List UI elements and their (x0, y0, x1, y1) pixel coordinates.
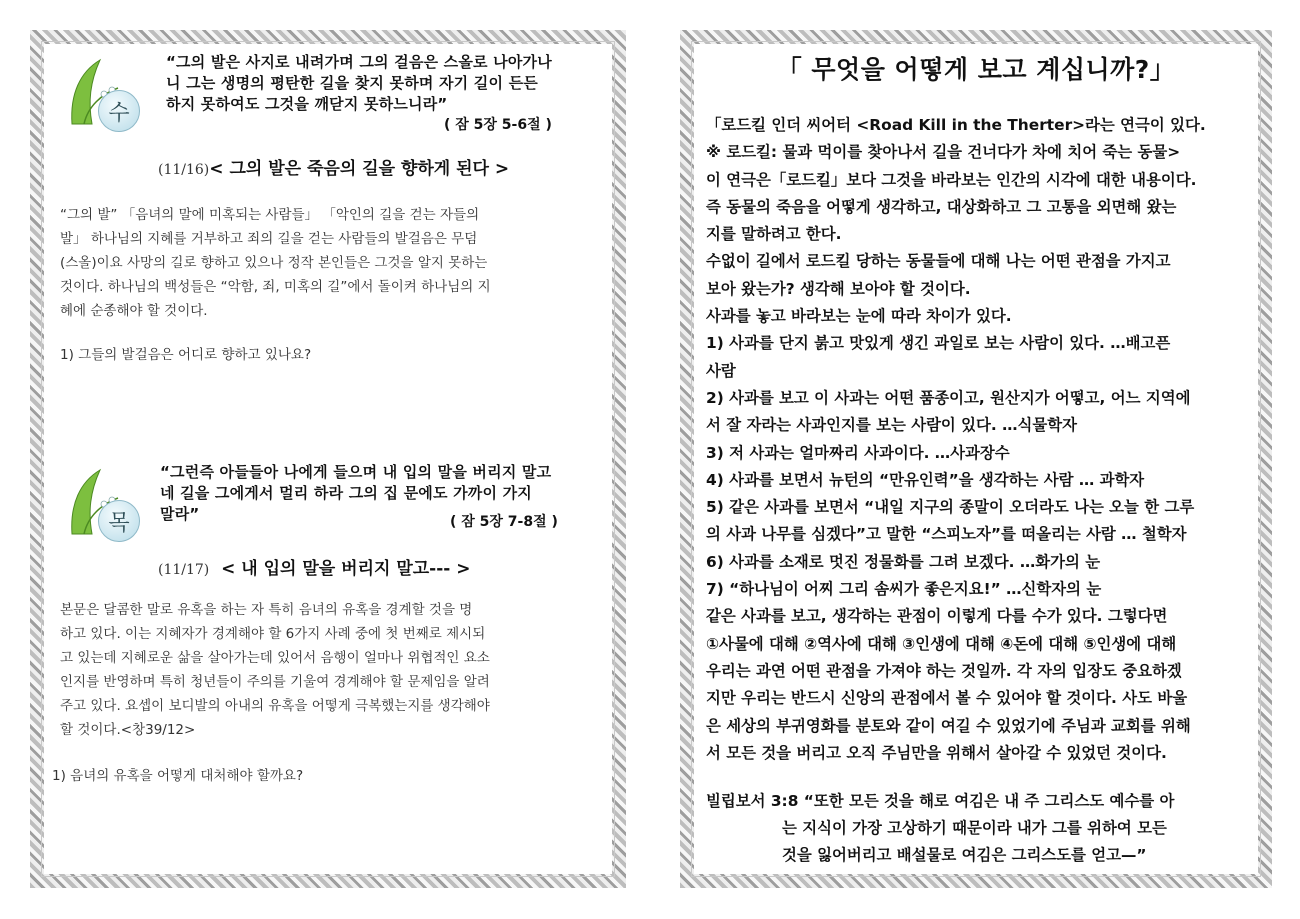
verse-line: 것을 잃어버리고 배설물로 여김은 그리스도를 얻고—” (782, 846, 1147, 864)
body-line: 지를 말하려고 한다. (706, 225, 842, 244)
body-line: 수없이 길에서 로드킬 당하는 동물들에 대해 나는 어떤 관점을 가지고 (706, 252, 1171, 271)
verse-reference: ( 잠 5장 7-8절 ) (450, 514, 558, 530)
body-line: 보아 왔는가? 생각해 보아야 할 것이다. (706, 279, 971, 298)
body-line: 3) 저 사과는 얼마짜리 사과이다. …사과장수 (706, 443, 1010, 462)
question: 1) 음녀의 유혹을 어떻게 대처해야 할까요? (52, 768, 304, 784)
body-line: 서 모든 것을 버리고 오직 주님만을 위해서 살아갈 수 있었던 것이다. (706, 743, 1167, 762)
body-line: 이 연극은「로드킬」보다 그것을 바라보는 인간의 시각에 대한 내용이다. (706, 170, 1197, 189)
lily-flower-icon (62, 54, 142, 134)
body-line: 발」 하나님의 지혜를 거부하고 죄의 길을 걷는 사람들의 발걸음은 무덤 (60, 231, 478, 247)
verse-line: 네 길을 그에게서 멀리 하라 그의 집 문에도 가까이 가지 (160, 484, 532, 502)
body-line: 고 있는데 지혜로운 삶을 살아가는데 있어서 음행이 얼마나 위협적인 요소 (60, 650, 490, 666)
body-line: 5) 같은 사과를 보면서 “내일 지구의 종말이 오더라도 나는 오늘 한 그루 (706, 498, 1195, 517)
day-badge: 수 (98, 90, 140, 132)
left-page (30, 30, 626, 888)
body-line: 1) 사과를 단지 붉고 맛있게 생긴 과일로 보는 사람이 있다. …배고픈 (706, 334, 1171, 353)
verse-line: 하지 못하여도 그것을 깨닫지 못하느니라” (166, 95, 448, 113)
body-line: 같은 사과를 보고, 생각하는 관점이 이렇게 다를 수가 있다. 그렇다면 (706, 607, 1168, 626)
body-line: 즉 동물의 죽음을 어떻게 생각하고, 대상화하고 그 고통을 외면해 왔는 (706, 197, 1177, 216)
body-line: (스올)이요 사망의 길로 향하고 있으나 정작 본인들은 그것을 알지 못하는 (60, 255, 488, 271)
body-line: “그의 발” 「음녀의 말에 미혹되는 사람들」 「악인의 길을 걷는 자들의 (60, 207, 480, 223)
right-page (680, 30, 1272, 888)
article-body (706, 112, 1251, 767)
closing-verse (706, 788, 1251, 869)
body-line: 지만 우리는 반드시 신앙의 관점에서 볼 수 있어야 할 것이다. 사도 바울 (706, 689, 1188, 708)
heading-date: (11/16) (158, 162, 210, 178)
question: 1) 그들의 발걸음은 어디로 향하고 있나요? (60, 347, 312, 363)
section-heading (158, 154, 509, 179)
page-title: 「 무엇을 어떻게 보고 계십니까?」 (776, 55, 1176, 84)
heading-date: (11/17) (158, 562, 210, 578)
verse-line: 니 그는 생명의 평탄한 길을 찾지 못하며 자기 길이 든든 (166, 74, 538, 92)
body-line: 인지를 반영하며 특히 청년들이 주의를 기울여 경계해야 할 문제임을 알려 (60, 674, 490, 690)
verse-line: 말라” (160, 505, 200, 523)
heading-title: < 내 입의 말을 버리지 말고--- > (221, 559, 471, 579)
verse-line: “그의 발은 사지로 내려가며 그의 걸음은 스올로 나아가나 (166, 53, 552, 71)
heading-title: < 그의 발은 죽음의 길을 향하게 된다 > (209, 159, 510, 179)
lily-flower-icon (62, 464, 142, 544)
body-line: 사람 (706, 361, 736, 380)
body-line: 우리는 과연 어떤 관점을 가져야 하는 것일까. 각 자의 입장도 중요하겠 (706, 661, 1182, 680)
body-line: 사과를 놓고 바라보는 눈에 따라 차이가 있다. (706, 307, 1012, 326)
day-badge: 목 (98, 500, 140, 542)
body-line: ※ 로드킬: 물과 먹이를 찾아나서 길을 건너다가 차에 치어 죽는 동물> (706, 143, 1181, 162)
body-line: 의 사과 나무를 심겠다”고 말한 “스피노자”를 떠올리는 사람 … 철학자 (706, 525, 1187, 544)
body-line: 4) 사과를 보면서 뉴턴의 “만유인력”을 생각하는 사람 … 과학자 (706, 470, 1145, 489)
verse-line: 빌립보서 3:8 “또한 모든 것을 해로 여김은 내 주 그리스도 예수를 아 (706, 792, 1175, 810)
body-line: 「로드킬 인더 씨어터 <Road Kill in the Therter>라는 연극이 있다. (706, 116, 1206, 134)
section-body (60, 203, 600, 323)
body-line: 7) “하나님이 어찌 그리 솜씨가 좋은지요!” …신학자의 눈 (706, 580, 1102, 599)
body-line: 서 잘 자라는 사과인지를 보는 사람이 있다. …식물학자 (706, 416, 1077, 435)
section-body (60, 598, 600, 742)
body-line: 것이다. 하나님의 백성들은 “악함, 죄, 미혹의 길”에서 돌이켜 하나님의 지 (60, 279, 491, 295)
body-line: 하고 있다. 이는 지혜자가 경계해야 할 6가지 사례 중에 첫 번째로 제시되 (60, 626, 486, 642)
section-heading (158, 554, 471, 579)
verse-block (166, 52, 606, 115)
verse-reference: ( 잠 5장 5-6절 ) (444, 117, 552, 133)
body-line: ①사물에 대해 ②역사에 대해 ③인생에 대해 ④돈에 대해 ⑤인생에 대해 (706, 634, 1177, 653)
body-line: 혜에 순종해야 할 것이다. (60, 303, 208, 319)
body-line: 할 것이다.<창39/12> (60, 722, 196, 738)
body-line: 주고 있다. 요셉이 보디발의 아내의 유혹을 어떻게 극복했는지를 생각해야 (60, 698, 490, 714)
verse-line: “그런즉 아들들아 나에게 들으며 내 입의 말을 버리지 말고 (160, 463, 552, 481)
body-line: 은 세상의 부귀영화를 분토와 같이 여길 수 있었기에 주님과 교회를 위해 (706, 716, 1191, 735)
verse-line: 는 지식이 가장 고상하기 때문이라 내가 그를 위하여 모든 (782, 819, 1167, 837)
body-line: 본문은 달콤한 말로 유혹을 하는 자 특히 음녀의 유혹을 경계할 것을 명 (60, 602, 473, 618)
body-line: 2) 사과를 보고 이 사과는 어떤 품종이고, 원산지가 어떻고, 어느 지역에 (706, 388, 1191, 407)
body-line: 6) 사과를 소재로 멋진 정물화를 그려 보겠다. …화가의 눈 (706, 552, 1101, 571)
